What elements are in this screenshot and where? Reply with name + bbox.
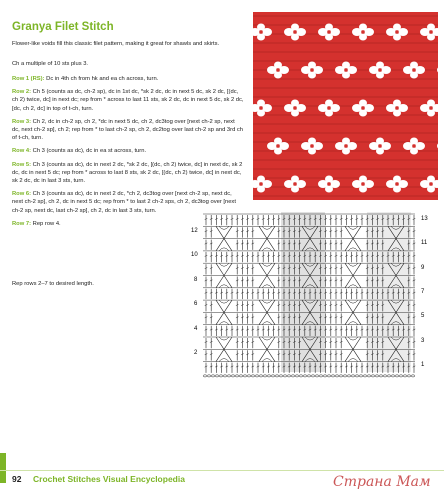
flower-void	[420, 24, 442, 41]
stitch-chart	[191, 204, 430, 382]
pattern-intro: Flower-like voids fill this classic filet pattern, making it great for shawls and skirts.	[12, 41, 220, 47]
flower-void	[403, 138, 425, 155]
stitch-multiple: Ch a multiple of 10 sts plus 3.	[12, 61, 89, 67]
row-number-label: 11	[421, 240, 428, 246]
row-number-label: 10	[191, 252, 198, 258]
row-number-label: 13	[421, 216, 428, 222]
row-label: Row 6:	[12, 191, 32, 198]
repeat-band	[281, 212, 325, 372]
flower-void	[267, 138, 289, 155]
row-instruction	[12, 147, 244, 155]
pattern-title: Granya Filet Stitch	[12, 21, 114, 33]
flower-void	[420, 100, 442, 117]
row-label: Row 4:	[12, 148, 32, 155]
stitch-diagram	[191, 204, 430, 382]
footer-divider	[0, 470, 444, 471]
flower-void	[386, 24, 408, 41]
flower-void	[369, 138, 391, 155]
flower-void	[352, 24, 374, 41]
page-number: 92	[12, 474, 22, 484]
flower-void	[335, 138, 357, 155]
site-watermark: Страна Мам	[333, 474, 431, 490]
row-text: Ch 3 (counts as dc), dc in ea st across, turn.	[32, 148, 147, 155]
flower-void	[267, 62, 289, 79]
row-text: Ch 2, dc in ch-2 sp, ch 2, *dc in next 5 dc, ch 2, dc3tog over [next ch-2 sp, next dc, next ch-2 sp], ch 2; rep from * to last ch-2 sp, ch 2, dc2tog over last ch-2 sp and 3rd ch of t-ch, turn.	[12, 118, 244, 142]
flower-void	[352, 100, 374, 117]
row-number-label: 4	[194, 326, 198, 332]
flower-void	[386, 100, 408, 117]
row-number-label: 9	[421, 265, 425, 271]
flower-void	[318, 100, 340, 117]
row-number-label: 8	[194, 277, 198, 283]
flower-void	[437, 138, 444, 155]
swatch-photo	[253, 12, 438, 200]
foundation-chain	[203, 375, 415, 377]
repeat-note: Rep rows 2–7 to desired length.	[12, 281, 94, 287]
row-text: Rep row 4.	[32, 220, 61, 227]
row-label: Row 2:	[12, 89, 32, 96]
row-instruction	[12, 161, 244, 186]
row-text: Dc in 4th ch from hk and ea ch across, turn.	[46, 76, 159, 82]
flower-void	[318, 24, 340, 41]
row-instruction	[12, 118, 244, 143]
flower-void	[437, 62, 444, 79]
row-label: Row 3:	[12, 118, 32, 125]
row-instruction	[12, 88, 244, 113]
row-text: Ch 5 (counts as dc, ch-2 sp), dc in 1st dc, *sk 2 dc, dc in next 5 dc, sk 2 dc, [(dc, ch 2) twice, dc] in next dc; rep from * across to last 11 sts, sk 2 dc, dc in next 5 dc, sk 2 dc, [dc, ch 2, dc] in top of t-ch, turn.	[12, 89, 244, 112]
row-number-label: 7	[421, 289, 425, 295]
row-number-label: 3	[421, 338, 425, 344]
row-number-label: 1	[421, 362, 425, 368]
row-number-label: 5	[421, 313, 425, 319]
flower-void	[250, 24, 272, 41]
flower-void	[284, 100, 306, 117]
flower-void	[284, 24, 306, 41]
flower-void	[403, 62, 425, 79]
flower-void	[369, 62, 391, 79]
row-label: Row 5:	[12, 161, 32, 168]
row-instruction	[12, 75, 244, 83]
swatch-illustration	[253, 12, 438, 200]
row-text: Ch 3 (counts as dc), dc in next 2 dc, *sk 2 dc, [(dc, ch 2) twice, dc] in next dc, sk 2 dc, dc in next 5 dc; rep from * across to last 8 sts, sk 2 dc, [(dc, ch 2) twice, dc] in next dc, sk 2 dc, dc in last 3 sts, turn.	[12, 161, 243, 185]
row-label: Row 7:	[12, 220, 32, 227]
row-number-label: 2	[194, 350, 198, 356]
flower-void	[335, 62, 357, 79]
row-label: Row 1 (RS):	[12, 76, 45, 82]
flower-void	[301, 138, 323, 155]
flower-void	[250, 100, 272, 117]
book-title: Crochet Stitches Visual Encyclopedia	[33, 474, 185, 484]
row-number-label: 6	[194, 301, 198, 307]
repeat-highlight	[281, 212, 411, 372]
footer-accent-bar	[0, 453, 6, 483]
row-text: Ch 3 (counts as dc), dc in next 2 dc, *ch 2, dc3tog over [next ch-2 sp, next dc, next ch-2 sp], ch 2, dc in next 5 dc; rep from * to last 2 ch-2 sps, ch 2, dc3tog over [next ch-2 sp, next dc, last ch-2 sp], ch 2, dc in last 3 sts, turn.	[12, 191, 236, 214]
flower-void	[301, 62, 323, 79]
row-number-label: 12	[191, 228, 198, 234]
